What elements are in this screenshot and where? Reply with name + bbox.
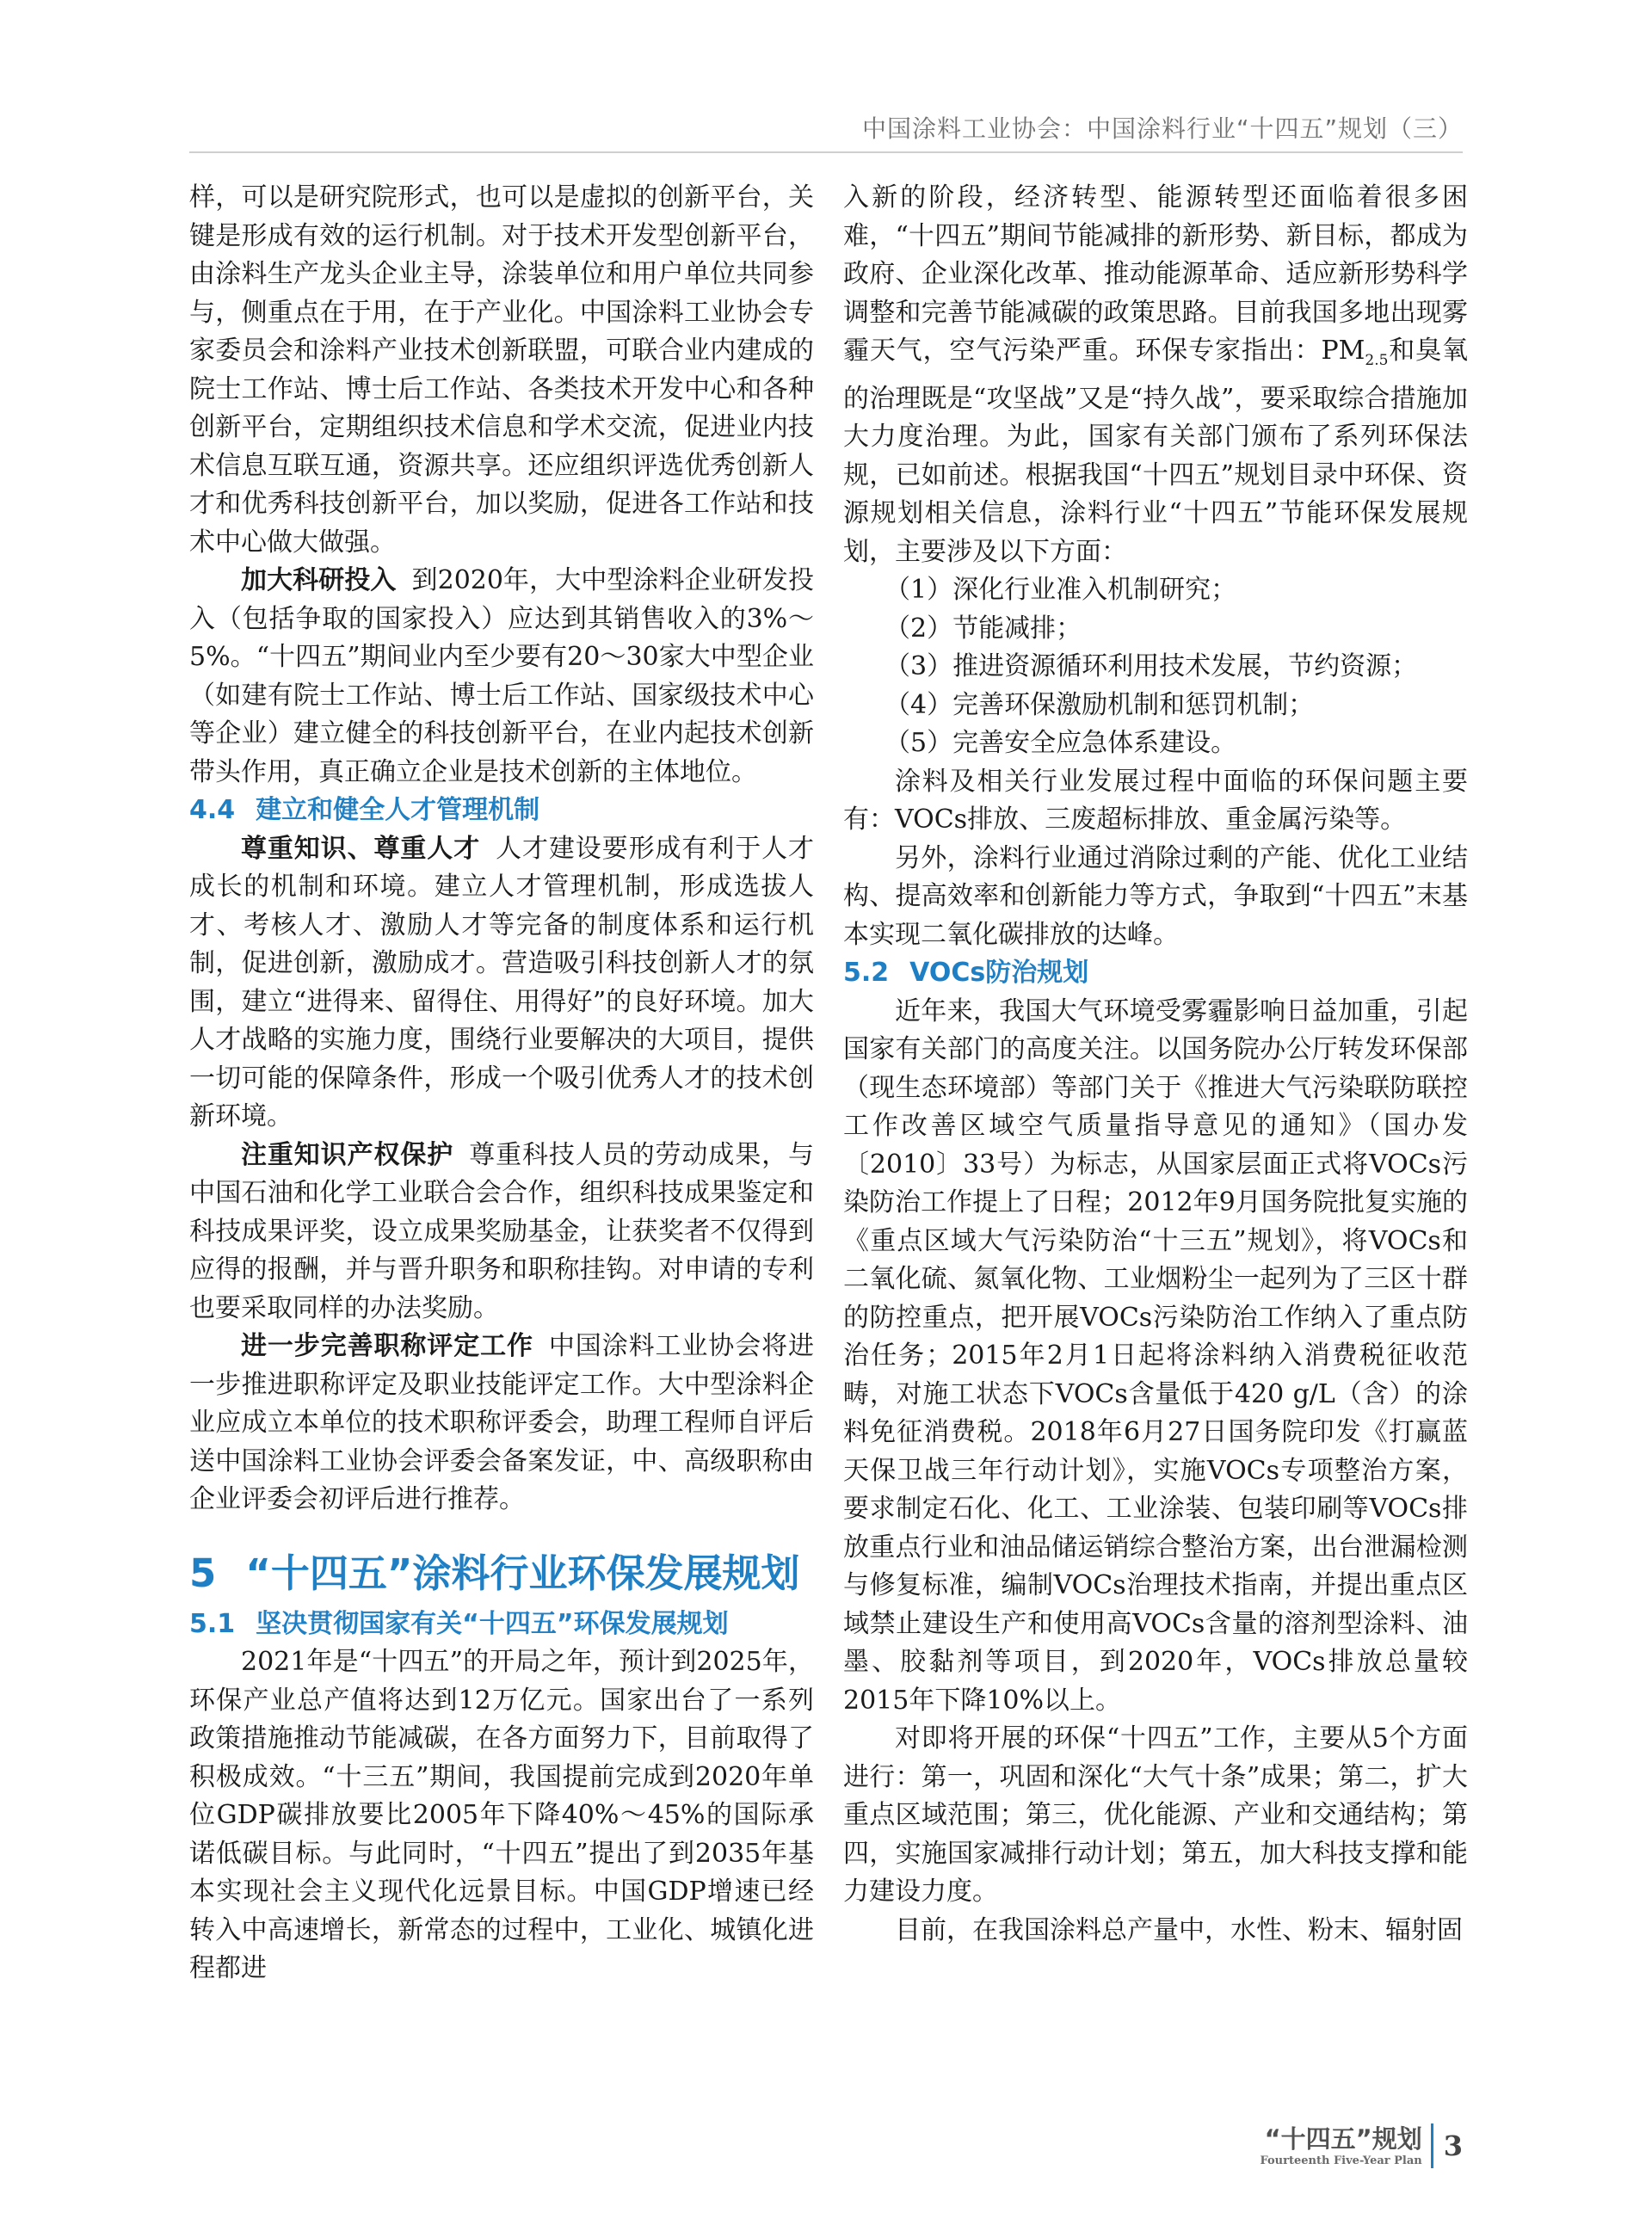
paragraph: [189, 562, 814, 792]
section-heading-4-4: [189, 792, 814, 830]
paragraph-text: 入新的阶段，经济转型、能源转型还面临着很多困难，“十四五”期间节能减排的新形势、新目标，都成为政府、企业深化改革、推动能源革命、适应新形势科学调整和完善节能减碳的政策思路。目前我国多地出现雾霾天气，空气污染严重。环保专家指出：PM: [843, 182, 1468, 366]
paragraph-lead: 加大科研投入: [241, 565, 397, 595]
paragraph: 近年来，我国大气环境受雾霾影响日益加重，引起国家有关部门的高度关注。以国务院办公厅转发环保部（现生态环境部）等部门关于《推进大气污染联防联控工作改善区域空气质量指导意见的通知》（国办发〔2010〕33号）为标志，从国家层面正式将VOCs污染防治工作提上了日程；2012年9月国务院批复实施的《重点区域大气污染防治“十三五”规划》，将VOCs和二氧化硫、氮氧化物、工业烟粉尘一起列为了三区十群的防控重点，把开展VOCs污染防治工作纳入了重点防治任务；2015年2月1日起将涂料纳入消费税征收范畴，对施工状态下VOCs含量低于420 g/L（含）的涂料免征消费税。2018年6月27日国务院印发《打赢蓝天保卫战三年行动计划》，实施VOCs专项整治方案，要求制定石化、化工、工业涂装、包装印刷等VOCs排放重点行业和油品储运销综合整治方案，出台泄漏检测与修复标准，编制VOCs治理技术指南，并提出重点区域禁止建设生产和使用高VOCs含量的溶剂型涂料、油墨、胶黏剂等项目，到2020年，VOCs排放总量较2015年下降10%以上。: [843, 995, 1468, 1716]
paragraph-lead: 注重知识产权保护: [241, 1139, 454, 1170]
list-item: （2）节能减排；: [885, 613, 1082, 644]
chapter-heading-5: [189, 1547, 814, 1600]
paragraph: 涂料及相关行业发展过程中面临的环保问题主要有：VOCs排放、三废超标排放、重金属污染等。: [843, 766, 1468, 835]
paragraph-text: 和臭氧的治理既是“攻坚战”又是“持久战”，要采取综合措施加大力度治理。为此，国家有关部门颁布了系列环保法规，已如前述。根据我国“十四五”规划目录中环保、资源规划相关信息，涂料行业“十四五”节能环保发展规划，主要涉及以下方面：: [843, 336, 1468, 567]
right-column: [843, 179, 1468, 1950]
paragraph-text: 人才建设要形成有利于人才成长的机制和环境。建立人才管理机制，形成选拔人才、考核人才、激励人才等完备的制度体系和运行机制，促进创新，激励成才。营造吸引科技创新人才的氛围，建立“进得来、留得住、用得好”的良好环境。加大人才战略的实施力度，围绕行业要解决的大项目，提供一切可能的保障条件，形成一个吸引优秀人才的技术创新环境。: [189, 833, 815, 1131]
chapter-title: “十四五”涂料行业环保发展规划: [245, 1550, 800, 1596]
list-item: （5）完善安全应急体系建设。: [885, 728, 1237, 758]
paragraph: 目前，在我国涂料总产量中，水性、粉末、辐射固: [895, 1914, 1463, 1945]
running-header: 中国涂料工业协会：中国涂料行业“十四五”规划（三）: [861, 114, 1463, 143]
paragraph-lead: 进一步完善职称评定工作: [241, 1331, 533, 1361]
paragraph-text: 中国涂料工业协会将进一步推进职称评定及职业技能评定工作。大中型涂料企业应成立本单位的技术职称评委会，助理工程师自评后送中国涂料工业协会评委会备案发证，中、高级职称由企业评委会初评后进行推荐。: [189, 1331, 815, 1514]
paragraph-text: 到2020年，大中型涂料企业研发投入（包括争取的国家投入）应达到其销售收入的3%～5%。“十四五”期间业内至少要有20～30家大中型企业（如建有院士工作站、博士后工作站、国家级技术中心等企业）建立健全的科技创新平台，在业内起技术创新带头作用，真正确立企业是技术创新的主体地位。: [189, 565, 815, 787]
paragraph: 2021年是“十四五”的开局之年，预计到2025年，环保产业总产值将达到12万亿元。国家出台了一系列政策措施推动节能减碳，在各方面努力下，目前取得了积极成效。“十三五”期间，我国提前完成到2020年单位GDP碳排放要比2005年下降40%～45%的国际承诺低碳目标。与此同时，“十四五”提出了到2035年基本实现社会主义现代化远景目标。中国GDP增速已经转入中高速增长，新常态的过程中，工业化、城镇化进程都进: [189, 1647, 814, 1983]
section-number: 4.4: [189, 795, 236, 825]
footer-text: [1260, 2123, 1430, 2168]
paragraph: [189, 1328, 814, 1519]
paragraph: [843, 179, 1468, 571]
section-number: 5.2: [843, 958, 890, 988]
footer-subtitle: Fourteenth Five-Year Plan: [1260, 2154, 1422, 2167]
paragraph: [189, 830, 814, 1137]
paragraph: 对即将开展的环保“十四五”工作，主要从5个方面进行：第一，巩固和深化“大气十条”成果；第二，扩大重点区域范围；第三，优化能源、产业和交通结构；第四，实施国家减排行动计划；第五，加大科技支撑和能力建设力度。: [843, 1723, 1468, 1907]
paragraph-text: 尊重科技人员的劳动成果，与中国石油和化学工业联合会合作，组织科技成果鉴定和科技成果评奖，设立成果奖励基金，让获奖者不仅得到应得的报酬，并与晋升职务和职称挂钩。对申请的专利也要采取同样的办法奖励。: [189, 1139, 815, 1323]
page-footer: [1260, 2123, 1463, 2168]
subscript: 2.5: [1365, 352, 1389, 369]
list-item: （1）深化行业准入机制研究；: [885, 575, 1237, 605]
paragraph: 另外，涂料行业通过消除过剩的产能、优化工业结构、提高效率和创新能力等方式，争取到“十四五”末基本实现二氧化碳排放的达峰。: [843, 842, 1468, 950]
left-column: [189, 179, 814, 1988]
paragraph-lead: 尊重知识、尊重人才: [241, 833, 481, 864]
section-title: VOCs防治规划: [909, 958, 1089, 988]
section-number: 5.1: [189, 1608, 236, 1639]
list-item: （3）推进资源循环利用技术发展，节约资源；: [885, 651, 1418, 681]
header-divider: [189, 151, 1463, 153]
section-heading-5-2: [843, 954, 1468, 993]
chapter-number: 5: [189, 1550, 217, 1596]
page-number: 3: [1443, 2129, 1463, 2162]
paragraph: 样，可以是研究院形式，也可以是虚拟的创新平台，关键是形成有效的运行机制。对于技术开发型创新平台，由涂料生产龙头企业主导，涂装单位和用户单位共同参与，侧重点在于用，在于产业化。中国涂料工业协会专家委员会和涂料产业技术创新联盟，可联合业内建成的院士工作站、博士后工作站、各类技术开发中心和各种创新平台，定期组织技术信息和学术交流，促进业内技术信息互联互通，资源共享。还应组织评选优秀创新人才和优秀科技创新平台，加以奖励，促进各工作站和技术中心做大做强。: [189, 182, 814, 558]
section-heading-5-1: [189, 1606, 814, 1644]
paragraph: [189, 1137, 814, 1328]
list-item: （4）完善环保激励机制和惩罚机制；: [885, 689, 1315, 720]
footer-title: “十四五”规划: [1264, 2124, 1422, 2154]
section-title: 坚决贯彻国家有关“十四五”环保发展规划: [256, 1608, 729, 1639]
section-title: 建立和健全人才管理机制: [256, 795, 540, 825]
